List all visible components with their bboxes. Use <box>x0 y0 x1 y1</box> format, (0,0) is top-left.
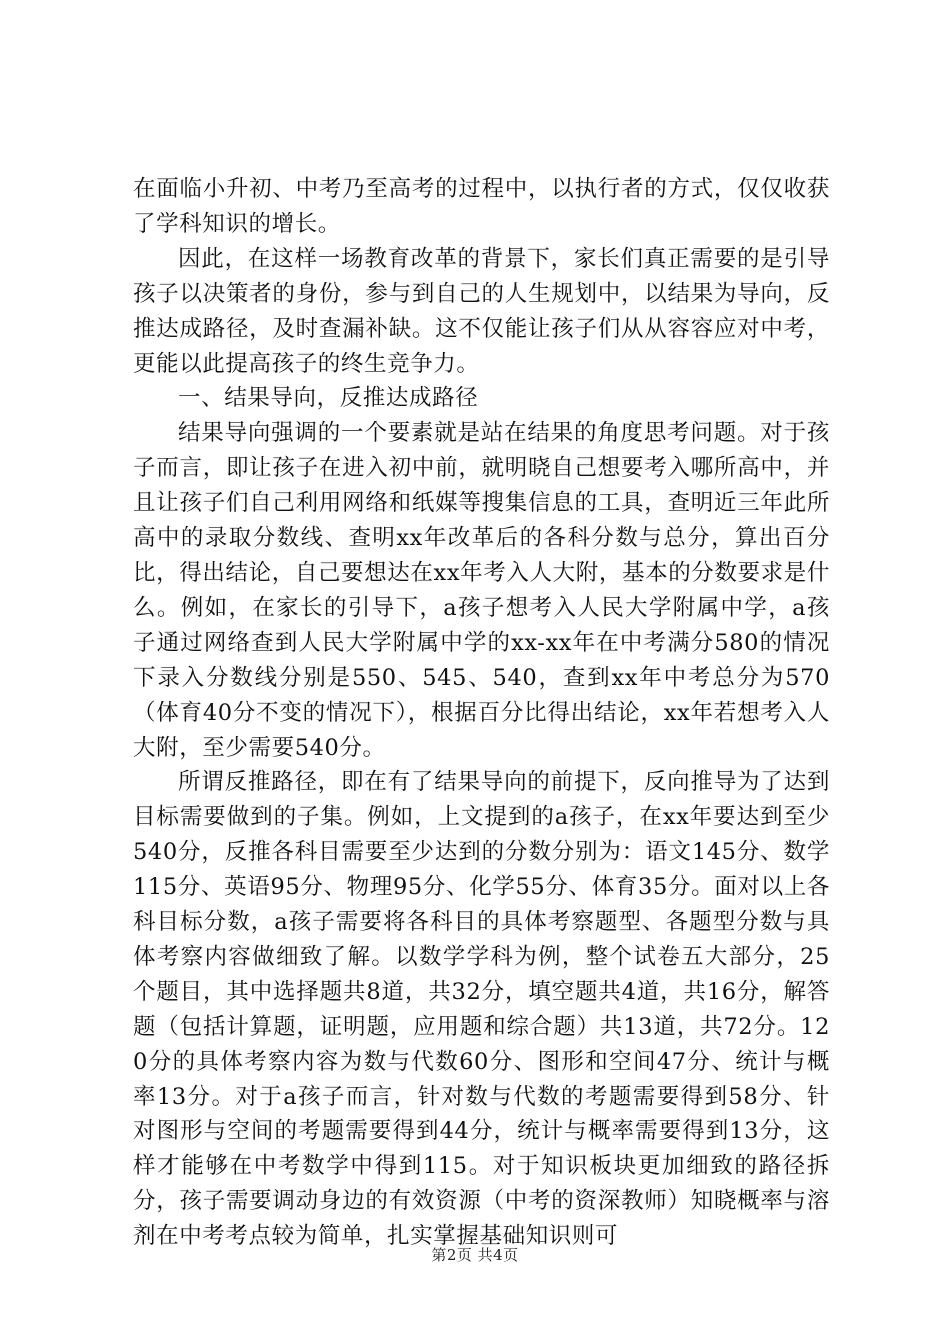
paragraph-continuation: 在面临小升初、中考乃至高考的过程中，以执行者的方式，仅仅收获了学科知识的增长。 <box>133 176 830 237</box>
paragraph-education-reform: 因此，在这样一场教育改革的背景下，家长们真正需要的是引导孩子以决策者的身份，参与到自己的人生规划中，以结果为导向，反推达成路径，及时查漏补缺。这不仅能让孩子们从从容容应对中考，更能以此提高孩子的终生竞争力。 <box>133 245 830 377</box>
page-footer: 第2页 共4页 <box>431 1246 519 1264</box>
paragraph-reverse-path: 所谓反推路径，即在有了结果导向的前提下，反向推导为了达到目标需要做到的子集。例如，上文提到的a孩子，在xx年要达到至少540分，反推各科目需要至少达到的分数分别为：语文145分、数学115分、英语95分、物理95分、化学55分、体育35分。面对以上各科目标分数，a孩子需要将各科目的具体考察题型、各题型分数与具体考察内容做细致了解。以数学学科为例，整个试卷五大部分，25个题目，其中选择题共8道，共32分，填空题共4道，共16分，解答题（包括计算题，证明题，应用题和综合题）共13道，共72分。120分的具体考察内容为数与代数60分、图形和空间47分、统计与概率13分。对于a孩子而言，针对数与代数的考题需要得到58分、针对图形与空间的考题需要得到44分，统计与概率需要得到13分，这样才能够在中考数学中得到115。对于知识板块更加细致的路径拆分，孩子需要调动身边的有效资源（中考的资深教师）知晓概率与溶剂在中考考点较为简单，扎实掌握基础知识则可 <box>133 769 830 1250</box>
paragraph-result-orientation: 结果导向强调的一个要素就是站在结果的角度思考问题。对于孩子而言，即让孩子在进入初中前，就明晓自己想要考入哪所高中，并且让孩子们自己利用网络和纸媒等搜集信息的工具，查明近三年此所高中的录取分数线、查明xx年改革后的各科分数与总分，算出百分比，得出结论，自己要想达在xx年考入人大附，基本的分数要求是什么。例如，在家长的引导下，a孩子想考入人民大学附属中学，a孩子通过网络查到人民大学附属中学的xx-xx年在中考满分580的情况下录入分数线分别是550、545、540，查到xx年中考总分为570（体育40分不变的情况下），根据百分比得出结论，xx年若想考入人大附，至少需要540分。 <box>133 420 830 761</box>
section-heading: 一、结果导向，反推达成路径 <box>178 385 479 412</box>
document-body <box>133 172 830 1254</box>
